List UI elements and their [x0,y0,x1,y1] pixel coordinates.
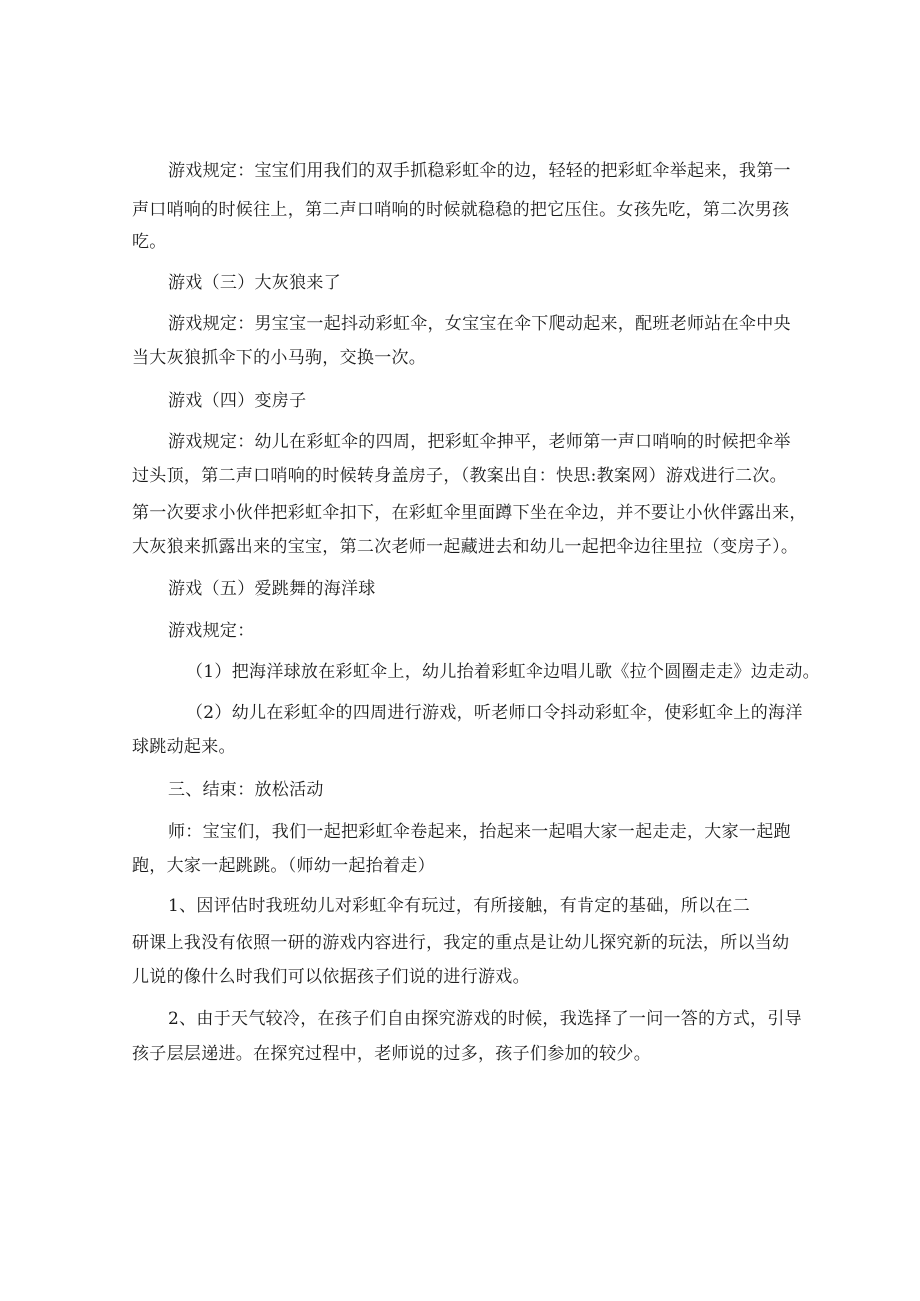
paragraph-line: 过头顶，第二声口哨响的时候转身盖房子，（教案出自：快思:教案网）游戏进行二次。 [132,466,787,486]
paragraph-line: 球跳动起来。 [132,737,236,757]
paragraph-line: 第一次要求小伙伴把彩虹伞扣下，在彩虹伞里面蹲下坐在伞边，并不要让小伙伴露出来， [132,503,807,523]
paragraph-line: 孩子层层递进。在探究过程中，老师说的过多，孩子们参加的较少。 [132,1044,651,1064]
section-heading: 游戏（四）变房子 [168,391,307,411]
paragraph-line: 吃。 [132,232,167,252]
section-heading: 三、结束：放松活动 [168,780,324,800]
section-heading: 游戏（三）大灰狼来了 [168,273,341,293]
paragraph-line: 师：宝宝们，我们一起把彩虹伞卷起来，抬起来一起唱大家一起走走，大家一起跑 [168,822,791,842]
paragraph-line: 1、因评估时我班幼儿对彩虹伞有玩过，有所接触，有肯定的基础，所以在二 [168,896,751,916]
paragraph-line: 儿说的像什么时我们可以依据孩子们说的进行游戏。 [132,967,530,987]
paragraph-line: 当大灰狼抓伞下的小马驹，交换一次。 [132,348,427,368]
paragraph-line: 游戏规定：男宝宝一起抖动彩虹伞，女宝宝在伞下爬动起来，配班老师站在伞中央 [168,314,791,334]
paragraph-line: 游戏规定： [168,621,255,641]
section-heading: 游戏（五）爱跳舞的海洋球 [168,579,376,599]
list-item: （1）把海洋球放在彩虹伞上，幼儿抬着彩虹伞边唱儿歌《拉个圆圈走走》边走动。 [186,662,820,682]
paragraph-line: 大灰狼来抓露出来的宝宝，第二次老师一起藏进去和幼儿一起把伞边往里拉（变房子）。 [132,537,799,557]
paragraph-line: 游戏规定：宝宝们用我们的双手抓稳彩虹伞的边，轻轻的把彩虹伞举起来，我第一 [168,161,791,181]
list-item: （2）幼儿在彩虹伞的四周进行游戏，听老师口令抖动彩虹伞，使彩虹伞上的海洋 [186,703,803,723]
paragraph-line: 跑，大家一起跳跳。（师幼一起抬着走） [132,856,435,876]
paragraph-line: 声口哨响的时候往上，第二声口哨响的时候就稳稳的把它压住。女孩先吃，第二次男孩 [132,200,790,220]
paragraph-line: 研课上我没有依照一研的游戏内容进行，我定的重点是让幼儿探究新的玩法，所以当幼 [132,933,790,953]
paragraph-line: 游戏规定：幼儿在彩虹伞的四周，把彩虹伞抻平，老师第一声口哨响的时候把伞举 [168,432,791,452]
paragraph-line: 2、由于天气较冷，在孩子们自由探究游戏的时候，我选择了一问一答的方式，引导 [168,1009,802,1029]
